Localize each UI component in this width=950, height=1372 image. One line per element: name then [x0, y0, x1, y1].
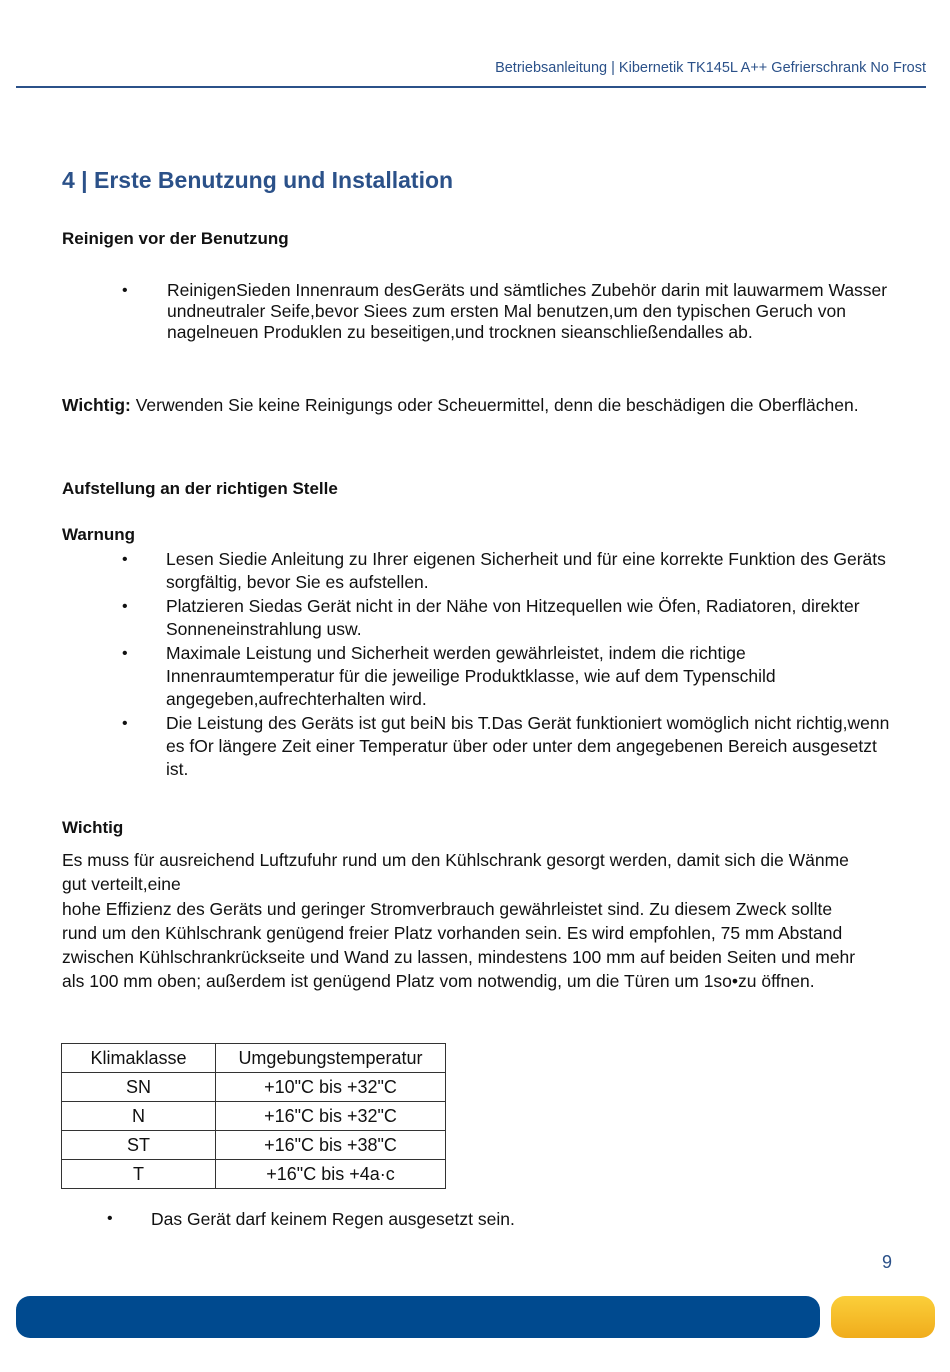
- note-label: Wichtig:: [62, 395, 131, 415]
- table-row: [62, 1102, 446, 1131]
- footer-bar-yellow: [831, 1296, 935, 1338]
- table-header-cell: Umgebungstemperatur: [216, 1044, 446, 1073]
- list-item: [122, 595, 901, 641]
- list-item: [122, 642, 901, 711]
- warning-bullet-text: Platzieren Siedas Gerät nicht in der Nähe von Hitzequellen wie Öfen, Radiatoren, direkter Sonneneinstrahlung usw.: [166, 596, 860, 639]
- important-paragraph-1: Es muss für ausreichend Luftzufuhr rund um den Kühlschrank gesorgt werden, damit sich die Wänme gut verteilt,eine: [62, 850, 849, 894]
- table-header-row: [62, 1044, 446, 1073]
- warning-heading: Warnung: [62, 525, 136, 544]
- table-cell: ST: [62, 1131, 216, 1160]
- table-cell: +10"C bis +32"C: [216, 1073, 446, 1102]
- table-cell: +16"C bis +4a·c: [216, 1160, 446, 1189]
- page-number: 9: [881, 1252, 892, 1272]
- footer-bar-blue: [16, 1296, 820, 1338]
- table-row: [62, 1073, 446, 1102]
- important-heading: Wichtig: [62, 818, 124, 837]
- bullet-icon: •: [122, 551, 128, 568]
- table-header-cell: Klimaklasse: [62, 1044, 216, 1073]
- cleaning-heading: Reinigen vor der Benutzung: [62, 229, 289, 248]
- climate-class-table: [61, 1043, 446, 1189]
- bullet-icon: •: [107, 1210, 113, 1227]
- list-item: [122, 280, 897, 343]
- table-row: [62, 1160, 446, 1189]
- warning-bullet-text: Maximale Leistung und Sicherheit werden gewährleistet, indem die richtige Innenraumtemperatur für die jeweilige Produktklasse, wie auf dem Typenschild angegeben,aufrechterhalten wird.: [166, 643, 776, 709]
- note-text: Verwenden Sie keine Reinigungs oder Scheuermittel, denn die beschädigen die Oberflächen.: [130, 395, 859, 415]
- warning-bullet-text: Lesen Siedie Anleitung zu Ihrer eigenen Sicherheit und für eine korrekte Funktion des Geräts sorgfältig, bevor Sie es aufstellen.: [166, 549, 886, 592]
- bullet-icon: •: [122, 282, 128, 299]
- cleaning-bullet-text: ReinigenSieden Innenraum desGeräts und sämtliches Zubehör darin mit lauwarmem Wasser undneutraler Seife,bevor Siees zum ersten Mal benutzen,um den typischen Geruch von nagelneuen Produklen zu beseitigen,und trocknen sieanschließendalles ab.: [167, 280, 888, 342]
- list-item: [107, 1208, 851, 1230]
- warning-bullet-list: [122, 548, 901, 782]
- section-title: 4 | Erste Benutzung und Installation: [62, 167, 454, 193]
- placement-heading: Aufstellung an der richtigen Stelle: [62, 479, 338, 498]
- list-item: [122, 548, 901, 594]
- header-title: Betriebsanleitung | Kibernetik TK145L A++ Gefrierschrank No Frost: [495, 60, 926, 76]
- bullet-icon: •: [122, 598, 128, 615]
- table-cell: +16"C bis +32"C: [216, 1102, 446, 1131]
- bullet-icon: •: [122, 715, 128, 732]
- table-cell: SN: [62, 1073, 216, 1102]
- final-bullet-text: Das Gerät darf keinem Regen ausgesetzt sein.: [151, 1209, 515, 1229]
- cleaning-bullet-list: [122, 280, 897, 344]
- bullet-icon: •: [122, 645, 128, 662]
- cleaning-note: [62, 393, 892, 417]
- final-bullet-list: [107, 1208, 851, 1231]
- table-cell: T: [62, 1160, 216, 1189]
- header-divider: [16, 86, 926, 88]
- table-cell: +16"C bis +38"C: [216, 1131, 446, 1160]
- warning-bullet-text: Die Leistung des Geräts ist gut beiN bis T.Das Gerät funktioniert womöglich nicht richtig,wenn es fOr längere Zeit einer Temperatur über oder unter dem angegebenen Bereich ausgesetzt ist.: [166, 713, 890, 779]
- important-paragraph-2: hohe Effizienz des Geräts und geringer Stromverbrauch gewährleistet sind. Zu diesem Zweck sollte rund um den Kühlschrank genügend freier Platz vorhanden sein. Es wird empfohlen, 75 mm Abstand zwischen Kühlschrankrückseite und Wand zu lassen, mindestens 100 mm auf beiden Seiten und mehr als 100 mm oben; außerdem ist genügend Platz vom notwendig, um die Türen um 1so•zu öffnen.: [62, 899, 856, 991]
- table-row: [62, 1131, 446, 1160]
- table-cell: N: [62, 1102, 216, 1131]
- list-item: [122, 712, 901, 781]
